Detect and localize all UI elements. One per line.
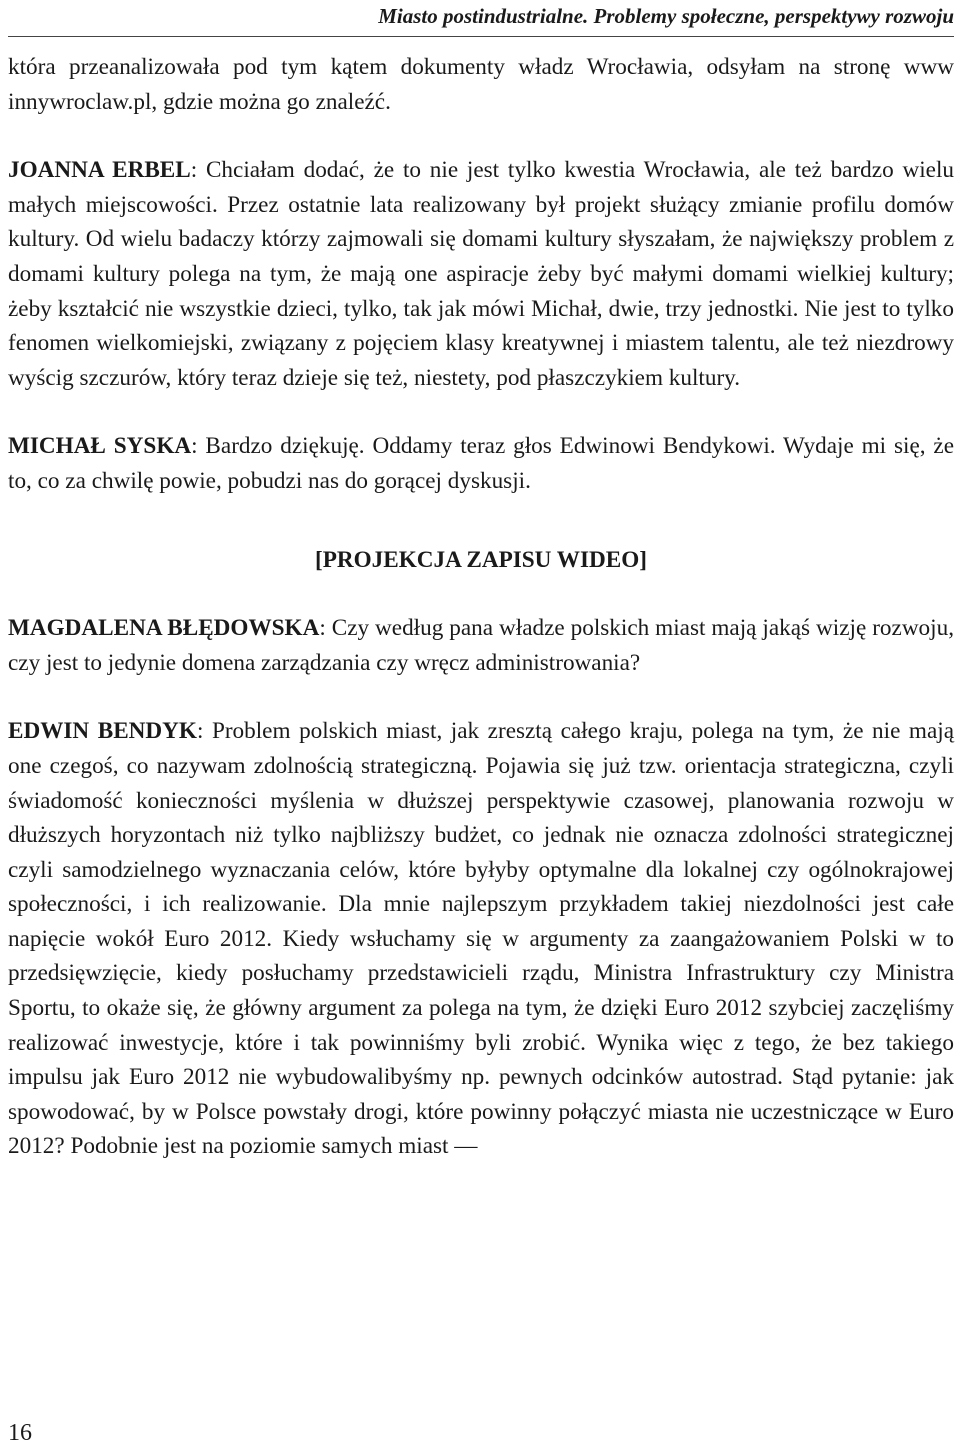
paragraph-continuation (8, 50, 954, 119)
video-projection-note: [PROJEKCJA ZAPISU WIDEO] (315, 546, 647, 573)
document-page (8, 0, 954, 1451)
speaker-name: MAGDALENA BŁĘDOWSKA (8, 615, 320, 642)
page-number: 16 (8, 1420, 32, 1446)
paragraph-text: : Bardzo dziękuję. Oddamy teraz głos Edwinowi Bendykowi. Wydaje mi się, że to, co za chwilę powie, pobudzi nas do gorącej dyskusji. (8, 433, 954, 494)
speaker-name: EDWIN BENDYK (8, 718, 197, 745)
paragraph-magdalena-bledowska (8, 611, 954, 680)
header-rule (8, 36, 954, 37)
paragraph-text: która przeanalizowała pod tym kątem dokumenty władz Wrocławia, odsyłam na stronę www innywroclaw.pl, gdzie można go znaleźć. (8, 54, 954, 115)
paragraph-edwin-bendyk (8, 714, 954, 1164)
paragraph-text: : Chciałam dodać, że to nie jest tylko kwestia Wrocławia, ale też bardzo wielu małych miejscowości. Przez ostatnie lata realizowany był projekt służący zmianie profilu domów kultury. Od wielu badaczy którzy zajmowali się domami kultury słyszałam, że największy problem z domami kultury polega na tym, że mają one aspiracje żeby być małymi domami wielkiej kultury; żeby kształcić nie wszystkie dzieci, tylko, tak jak mówi Michał, dwie, trzy jednostki. Nie jest to tylko fenomen wielkomiejski, związany z pojęciem klasy kreatywnej i miastem talentu, ale też niezdrowy wyścig szczurów, który teraz dzieje się też, niestety, pod płaszczykiem kultury. (8, 157, 954, 391)
paragraph-text: : Problem polskich miast, jak zresztą całego kraju, polega na tym, że nie mają one czegoś, co nazywam zdolnością strategiczną. Pojawia się już tzw. orientacja strategiczna, czyli świadomość konieczności myślenia w dłuższej perspektywie czasowej, planowania rozwoju w dłuższych horyzontach niż tylko najbliższy budżet, co jednak nie oznacza zdolności strategicznej czyli samodzielnego wyznaczania celów, które byłyby optymalne dla lokalnej czy ogólnokrajowej społeczności, i ich realizowanie. Dla mnie najlepszym przykładem takiej niezdolności jest całe napięcie wokół Euro 2012. Kiedy wsłuchamy się w argumenty za zaangażowaniem Polski w to przedsięwzięcie, kiedy posłuchamy przedstawicieli rządu, Ministra Infrastruktury czy Ministra Sportu, to okaże się, że główny argument za polega na tym, że dzięki Euro 2012 szybciej zaczęliśmy realizować inwestycje, które i tak powinniśmy byli zrobić. Wynika więc z tego, że bez takiego impulsu jak Euro 2012 nie wybudowalibyśmy np. pewnych odcinków autostrad. Stąd pytanie: jak spowodować, by w Polsce powstały drogi, które powinny połączyć miasta nie uczestniczące w Euro 2012? Podobnie jest na poziomie samych miast — (8, 718, 954, 1160)
running-header: Miasto postindustrialne. Problemy społeczne, perspektywy rozwoju (378, 4, 954, 28)
paragraph-text: : Czy według pana władze polskich miast mają jakąś wizję rozwoju, czy jest to jedynie domena zarządzania czy wręcz administrowania? (8, 615, 954, 676)
speaker-name: MICHAŁ SYSKA (8, 433, 192, 460)
paragraph-michal-syska (8, 429, 954, 498)
document-body (8, 50, 954, 1164)
paragraph-joanna-erbel (8, 153, 954, 395)
speaker-name: JOANNA ERBEL (8, 157, 191, 184)
